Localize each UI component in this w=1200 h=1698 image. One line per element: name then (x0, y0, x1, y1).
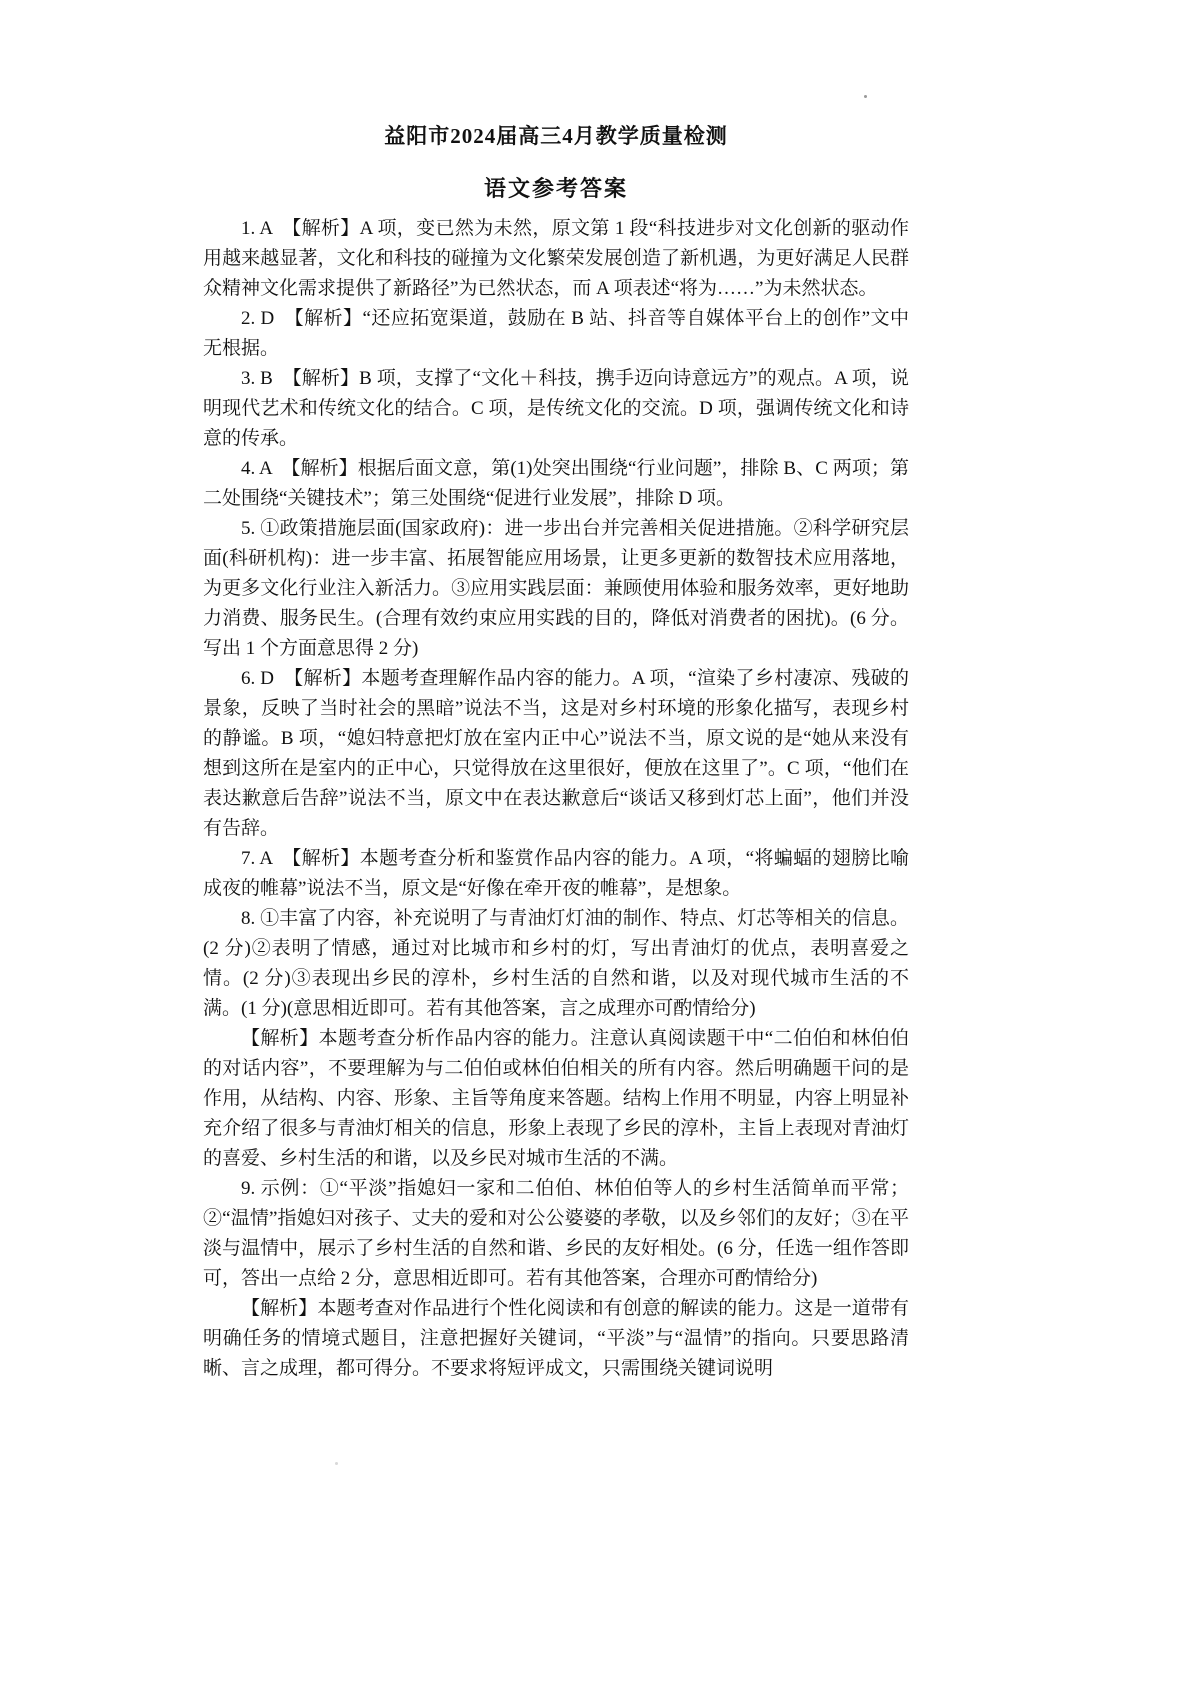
answer-paragraph-6: 6. D 【解析】本题考查理解作品内容的能力。A 项，“渲染了乡村凄凉、残破的景象，反映了当时社会的黑暗”说法不当，这是对乡村环境的形象化描写，表现乡村的静谧。B 项，“媳妇特意把灯放在室内正中心”说法不当，原文说的是“她从来没有想到这所在是室内的正中心，只觉得放在这里很好，便放在这里了”。C 项，“他们在表达歉意后告辞”说法不当，原文中在表达歉意后“谈话又移到灯芯上面”，他们并没有告辞。 (203, 668, 909, 839)
answer-paragraph-3: 3. B 【解析】B 项，支撑了“文化＋科技，携手迈向诗意远方”的观点。A 项，说明现代艺术和传统文化的结合。C 项，是传统文化的交流。D 项，强调传统文化和诗意的传承。 (203, 368, 909, 449)
document-subtitle: 语文参考答案 (483, 176, 628, 201)
answer-paragraph-9: 9. 示例：①“平淡”指媳妇一家和二伯伯、林伯伯等人的乡村生活简单而平常；②“温情”指媳妇对孩子、丈夫的爱和对公公婆婆的孝敬，以及乡邻们的友好；③在平淡与温情中，展示了乡村生活的自然和谐、乡民的友好相处。(6 分，任选一组作答即可，答出一点给 2 分，意思相近即可。若有其他答案，合理亦可酌情给分) (203, 1178, 909, 1289)
answer-paragraph-8: 8. ①丰富了内容，补充说明了与青油灯灯油的制作、特点、灯芯等相关的信息。(2 分)②表明了情感，通过对比城市和乡村的灯，写出青油灯的优点，表明喜爱之情。(2 分)③表现出乡民的淳朴，乡村生活的自然和谐，以及对现代城市生活的不满。(1 分)(意思相近即可。若有其他答案，言之成理亦可酌情给分) (203, 908, 909, 1019)
answer-paragraph-1: 1. A 【解析】A 项，变已然为未然，原文第 1 段“科技进步对文化创新的驱动作用越来越显著，文化和科技的碰撞为文化繁荣发展创造了新机遇，为更好满足人民群众精神文化需求提供了新路径”为已然状态，而 A 项表述“将为……”为未然状态。 (203, 218, 909, 299)
document-title: 益阳市2024届高三4月教学质量检测 (384, 124, 728, 148)
answer-paragraph-4: 4. A 【解析】根据后面文意，第(1)处突出围绕“行业问题”，排除 B、C 两项；第二处围绕“关键技术”；第三处围绕“促进行业发展”，排除 D 项。 (203, 458, 909, 509)
scan-artifact-dot (864, 95, 867, 98)
answer-paragraph-2: 2. D 【解析】“还应拓宽渠道，鼓励在 B 站、抖音等自媒体平台上的创作”文中无根据。 (203, 308, 909, 359)
scan-artifact-dot-bottom (335, 1462, 338, 1465)
answer-paragraph-7: 7. A 【解析】本题考查分析和鉴赏作品内容的能力。A 项，“将蝙蝠的翅膀比喻成夜的帷幕”说法不当，原文是“好像在牵开夜的帷幕”，是想象。 (203, 848, 909, 899)
answer-paragraph-9-analysis: 【解析】本题考查对作品进行个性化阅读和有创意的解读的能力。这是一道带有明确任务的情境式题目，注意把握好关键词，“平淡”与“温情”的指向。只要思路清晰、言之成理，都可得分。不要求将短评成文，只需围绕关键词说明 (203, 1298, 909, 1379)
document-content (203, 122, 909, 1384)
answer-paragraph-8-analysis: 【解析】本题考查分析作品内容的能力。注意认真阅读题干中“二伯伯和林伯伯的对话内容”，不要理解为与二伯伯或林伯伯相关的所有内容。然后明确题干问的是作用，从结构、内容、形象、主旨等角度来答题。结构上作用不明显，内容上明显补充介绍了很多与青油灯相关的信息，形象上表现了乡民的淳朴，主旨上表现对青油灯的喜爱、乡村生活的和谐，以及乡民对城市生活的不满。 (203, 1028, 909, 1169)
answer-paragraph-5: 5. ①政策措施层面(国家政府)：进一步出台并完善相关促进措施。②科学研究层面(科研机构)：进一步丰富、拓展智能应用场景，让更多更新的数智技术应用落地，为更多文化行业注入新活力。③应用实践层面：兼顾使用体验和服务效率，更好地助力消费、服务民生。(合理有效约束应用实践的目的，降低对消费者的困扰)。(6 分。写出 1 个方面意思得 2 分) (203, 518, 909, 659)
